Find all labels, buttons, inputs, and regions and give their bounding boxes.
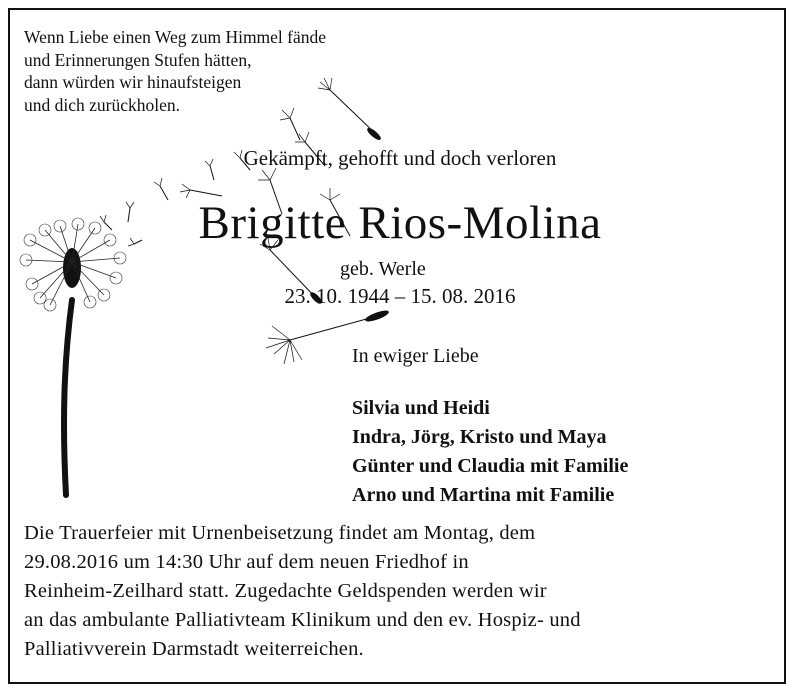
- motto: Gekämpft, gehofft und doch verloren: [243, 146, 557, 170]
- life-dates: 23. 10. 1944 – 15. 08. 2016: [284, 284, 516, 308]
- poem-line: Wenn Liebe einen Weg zum Himmel fände: [24, 27, 327, 47]
- poem-line: dann würden wir hinaufsteigen: [24, 72, 242, 92]
- mourner-name: Indra, Jörg, Kristo und Maya: [352, 426, 607, 448]
- mourner-name: Arno und Martina mit Familie: [352, 484, 615, 506]
- poem: [24, 26, 326, 116]
- mourners-intro: In ewiger Liebe: [352, 345, 479, 367]
- notice-line: an das ambulante Palliativteam Klinikum und den ev. Hospiz- und: [24, 609, 581, 631]
- notice-line: 29.08.2016 um 14:30 Uhr auf dem neuen Friedhof in: [24, 551, 469, 573]
- mourner-name: Günter und Claudia mit Familie: [352, 455, 629, 477]
- notice-line: Reinheim-Zeilhard statt. Zugedachte Geldspenden werden wir: [24, 580, 547, 602]
- funeral-notice: [24, 519, 581, 664]
- poem-line: und Erinnerungen Stufen hätten,: [24, 49, 252, 70]
- mourners-list: [352, 394, 628, 510]
- mourner-name: Silvia und Heidi: [352, 397, 490, 419]
- notice-line: Die Trauerfeier mit Urnenbeisetzung findet am Montag, dem: [24, 522, 536, 544]
- notice-line: Palliativverein Darmstadt weiterreichen.: [24, 638, 364, 660]
- poem-line: und dich zurückholen.: [24, 94, 180, 115]
- maiden-name: geb. Werle: [340, 258, 426, 280]
- deceased-name: Brigitte Rios-Molina: [198, 197, 602, 249]
